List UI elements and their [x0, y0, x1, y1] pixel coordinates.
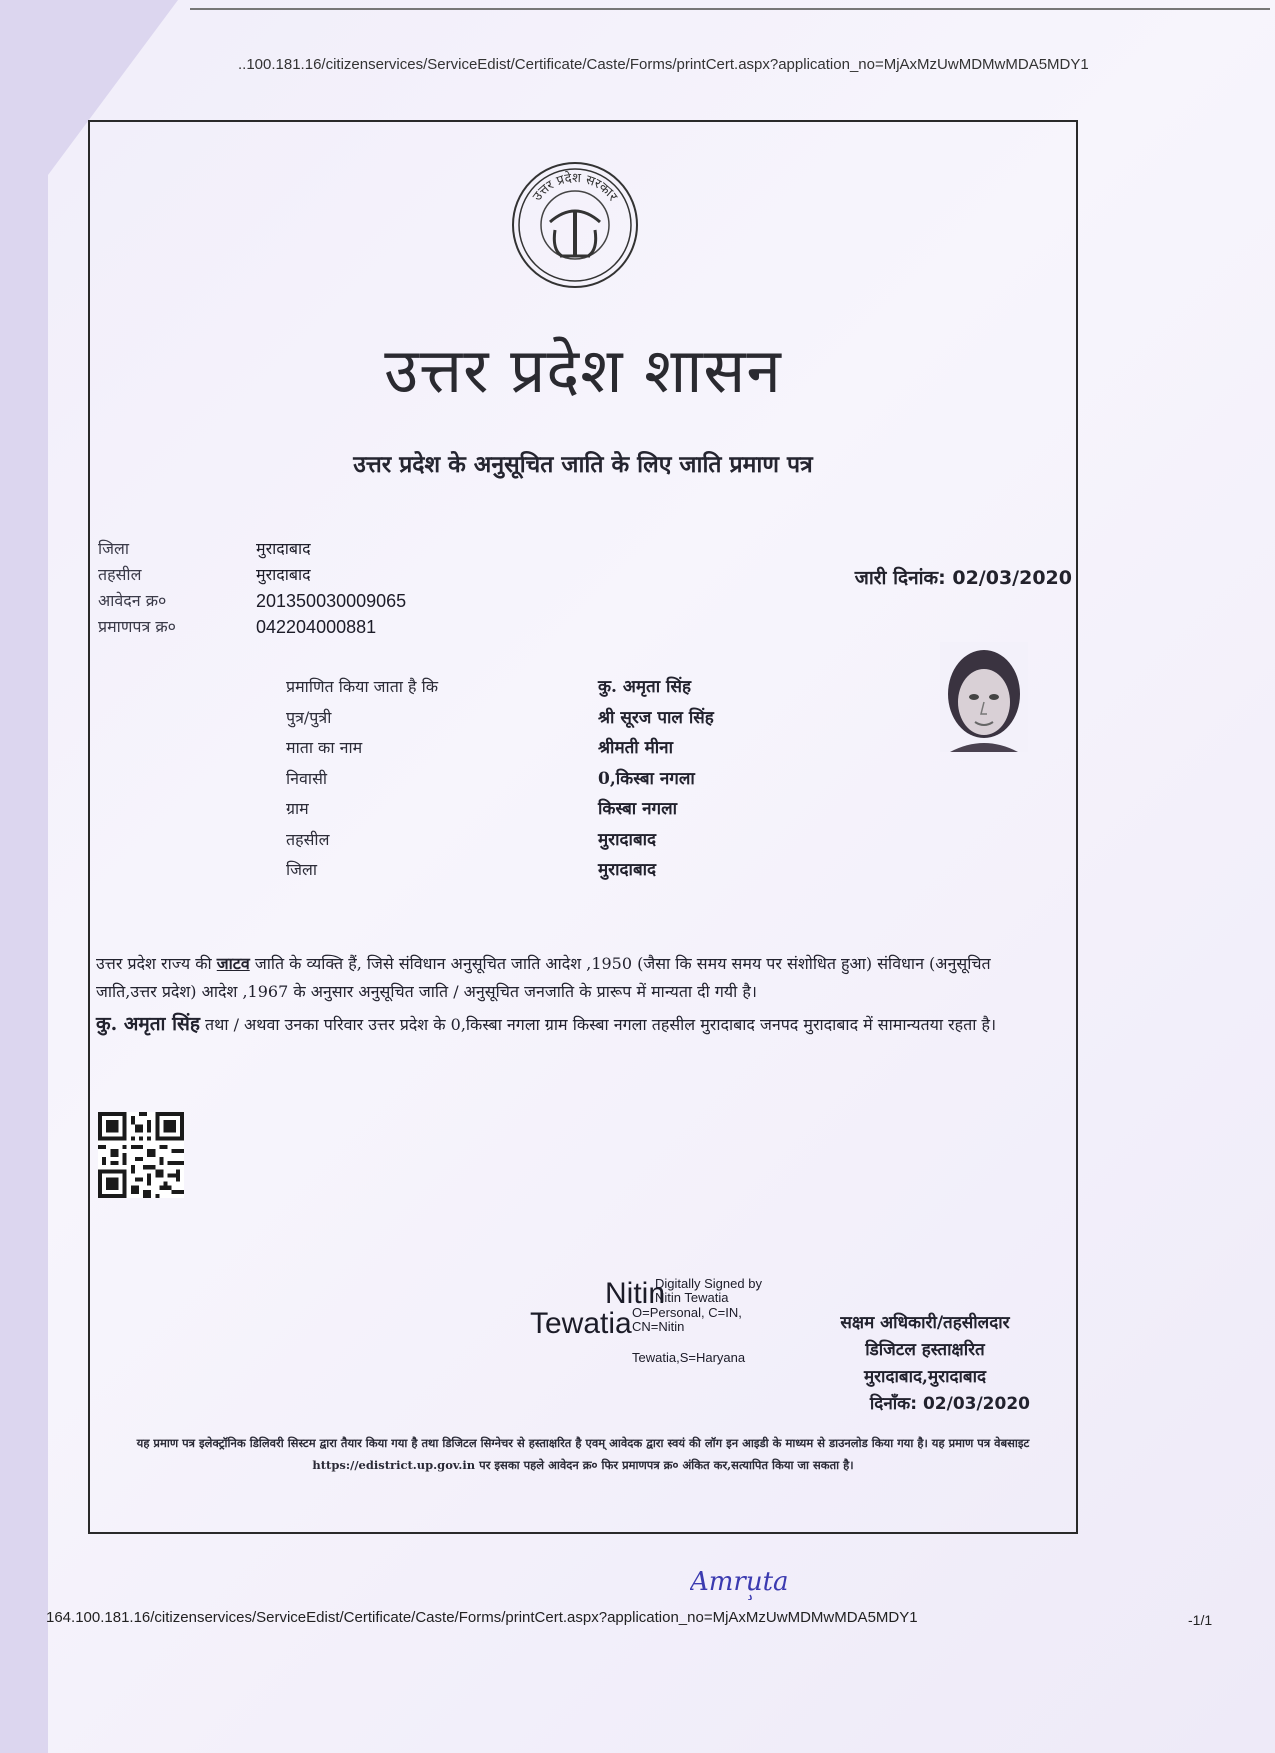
details-labels — [286, 672, 438, 886]
detail-tehsil-value: मुरादाबाद — [598, 829, 657, 850]
statement-applicant-name: कु. अमृता सिंह — [96, 1013, 200, 1035]
detail-label: प्रमाणित किया जाता है कि — [286, 677, 439, 696]
header-url: ..100.181.16/citizenservices/ServiceEdist/Certificate/Caste/Forms/printCert.aspx?application_no=MjAxMzUwMDMwMDA5MDY1 — [238, 56, 1089, 73]
residence-value: 0,किस्बा नगला — [598, 768, 695, 789]
state-emblem-icon — [510, 160, 640, 290]
statement-paragraph-2 — [96, 1010, 1046, 1039]
footer-url: 164.100.181.16/citizenservices/ServiceEdist/Certificate/Caste/Forms/printCert.aspx?application_no=MjAxMzUwMDMwMDA5MDY1 — [46, 1609, 918, 1626]
signature-line: Digitally Signed by — [655, 1276, 762, 1291]
father-name: श्री सूरज पाल सिंह — [598, 707, 714, 728]
issuing-officer-block — [810, 1310, 1040, 1418]
village-value: किस्बा नगला — [598, 799, 678, 819]
applicant-photo — [940, 642, 1028, 752]
page-number: -1/1 — [1188, 1612, 1213, 1628]
application-number-value: 201350030009065 — [256, 591, 407, 611]
detail-label: माता का नाम — [286, 738, 363, 757]
detail-label: जिला — [286, 860, 318, 879]
certificate-frame — [88, 120, 1078, 1534]
detail-district-value: मुरादाबाद — [598, 860, 657, 880]
statement-text: तथा / अथवा उनका परिवार उत्तर प्रदेश के 0,किस्बा नगला ग्राम किस्बा नगला तहसील मुरादाबाद जनपद मुरादाबाद में सामान्यतया रहता है। — [199, 1015, 997, 1034]
issue-date: जारी दिनांक: 02/03/2020 — [854, 567, 1072, 589]
paper-edge-line — [190, 8, 1270, 10]
details-values — [598, 672, 714, 886]
qr-code — [98, 1112, 184, 1198]
mother-name: श्रीमती मीना — [598, 738, 674, 758]
officer-signed-note: डिजिटल हस्ताक्षरित — [865, 1340, 985, 1360]
meta-labels — [98, 536, 176, 640]
signer-last-name: Tewatia — [530, 1307, 632, 1340]
certificate-number-label: प्रमाणपत्र क्र० — [98, 617, 176, 636]
page-title: उत्तर प्रदेश शासन — [384, 334, 782, 407]
tehsil-label: तहसील — [98, 565, 142, 584]
district-label: जिला — [98, 539, 130, 558]
statement-text: उत्तर प्रदेश राज्य की — [96, 954, 217, 973]
handwritten-signature — [690, 1560, 810, 1600]
signature-line: Tewatia,S=Haryana — [632, 1350, 746, 1365]
caste-name: जाटव — [216, 954, 250, 973]
application-number-label: आवेदन क्र० — [98, 591, 167, 610]
detail-label: ग्राम — [286, 799, 309, 818]
digital-signature-block — [530, 1277, 790, 1387]
certificate-statement — [96, 950, 1046, 1039]
emblem-text: उत्तर प्रदेश सरकार — [530, 170, 621, 205]
signature-line: CN=Nitin — [632, 1319, 685, 1334]
signature-line: Nitin Tewatia — [655, 1290, 729, 1305]
signature-details — [655, 1277, 762, 1305]
handwritten-name: Amruta — [690, 1567, 789, 1597]
tehsil-value: मुरादाबाद — [256, 565, 311, 584]
svg-text:उत्तर प्रदेश सरकार — [530, 170, 620, 205]
officer-date: दिनाँक: 02/03/2020 — [869, 1394, 1030, 1414]
detail-label: तहसील — [286, 829, 330, 849]
detail-label: निवासी — [286, 768, 328, 788]
signature-line: O=Personal, C=IN, — [632, 1305, 742, 1320]
signer-first-name: Nitin — [605, 1277, 666, 1310]
statement-paragraph-1 — [96, 950, 1046, 1006]
statement-text: जाति के व्यक्ति हैं, जिसे संविधान अनुसूचित जाति आदेश ,1950 (जैसा कि समय समय पर संशोधित हुआ) संविधान (अनुसूचित जाति,उत्तर प्रदेश) आदेश ,1967 के अनुसार अनुसूचित जाति / अनुसूचित जनजाति के प्रारूप में मान्यता दी गयी है। — [96, 954, 991, 1001]
officer-location: मुरादाबाद,मुरादाबाद — [863, 1367, 987, 1387]
meta-values — [256, 536, 406, 640]
certificate-subtitle: उत्तर प्रदेश के अनुसूचित जाति के लिए जाति प्रमाण पत्र — [353, 451, 813, 478]
certificate-number-value: 042204000881 — [256, 617, 377, 637]
district-value: मुरादाबाद — [256, 539, 311, 558]
footer-note: यह प्रमाण पत्र इलेक्ट्रॉनिक डिलिवरी सिस्टम द्वारा तैयार किया गया है तथा डिजिटल सिग्नेचर से हस्ताक्षरित है एवम् आवेदक द्वारा स्वयं की लॉग इन आइडी के माध्यम से डाउनलोड किया गया है। यह प्रमाण पत्र वेबसाइट https://edistrict.up.gov.in पर इसका पहले आवेदन क्र० फिर प्रमाणपत्र क्र० अंकित कर,सत्यापित किया जा सकता है। — [136, 1436, 1030, 1472]
signature-details — [632, 1306, 742, 1334]
applicant-name: कु. अमृता सिंह — [598, 677, 691, 697]
detail-label: पुत्र/पुत्री — [286, 707, 332, 727]
officer-designation: सक्षम अधिकारी/तहसीलदार — [840, 1313, 1010, 1333]
